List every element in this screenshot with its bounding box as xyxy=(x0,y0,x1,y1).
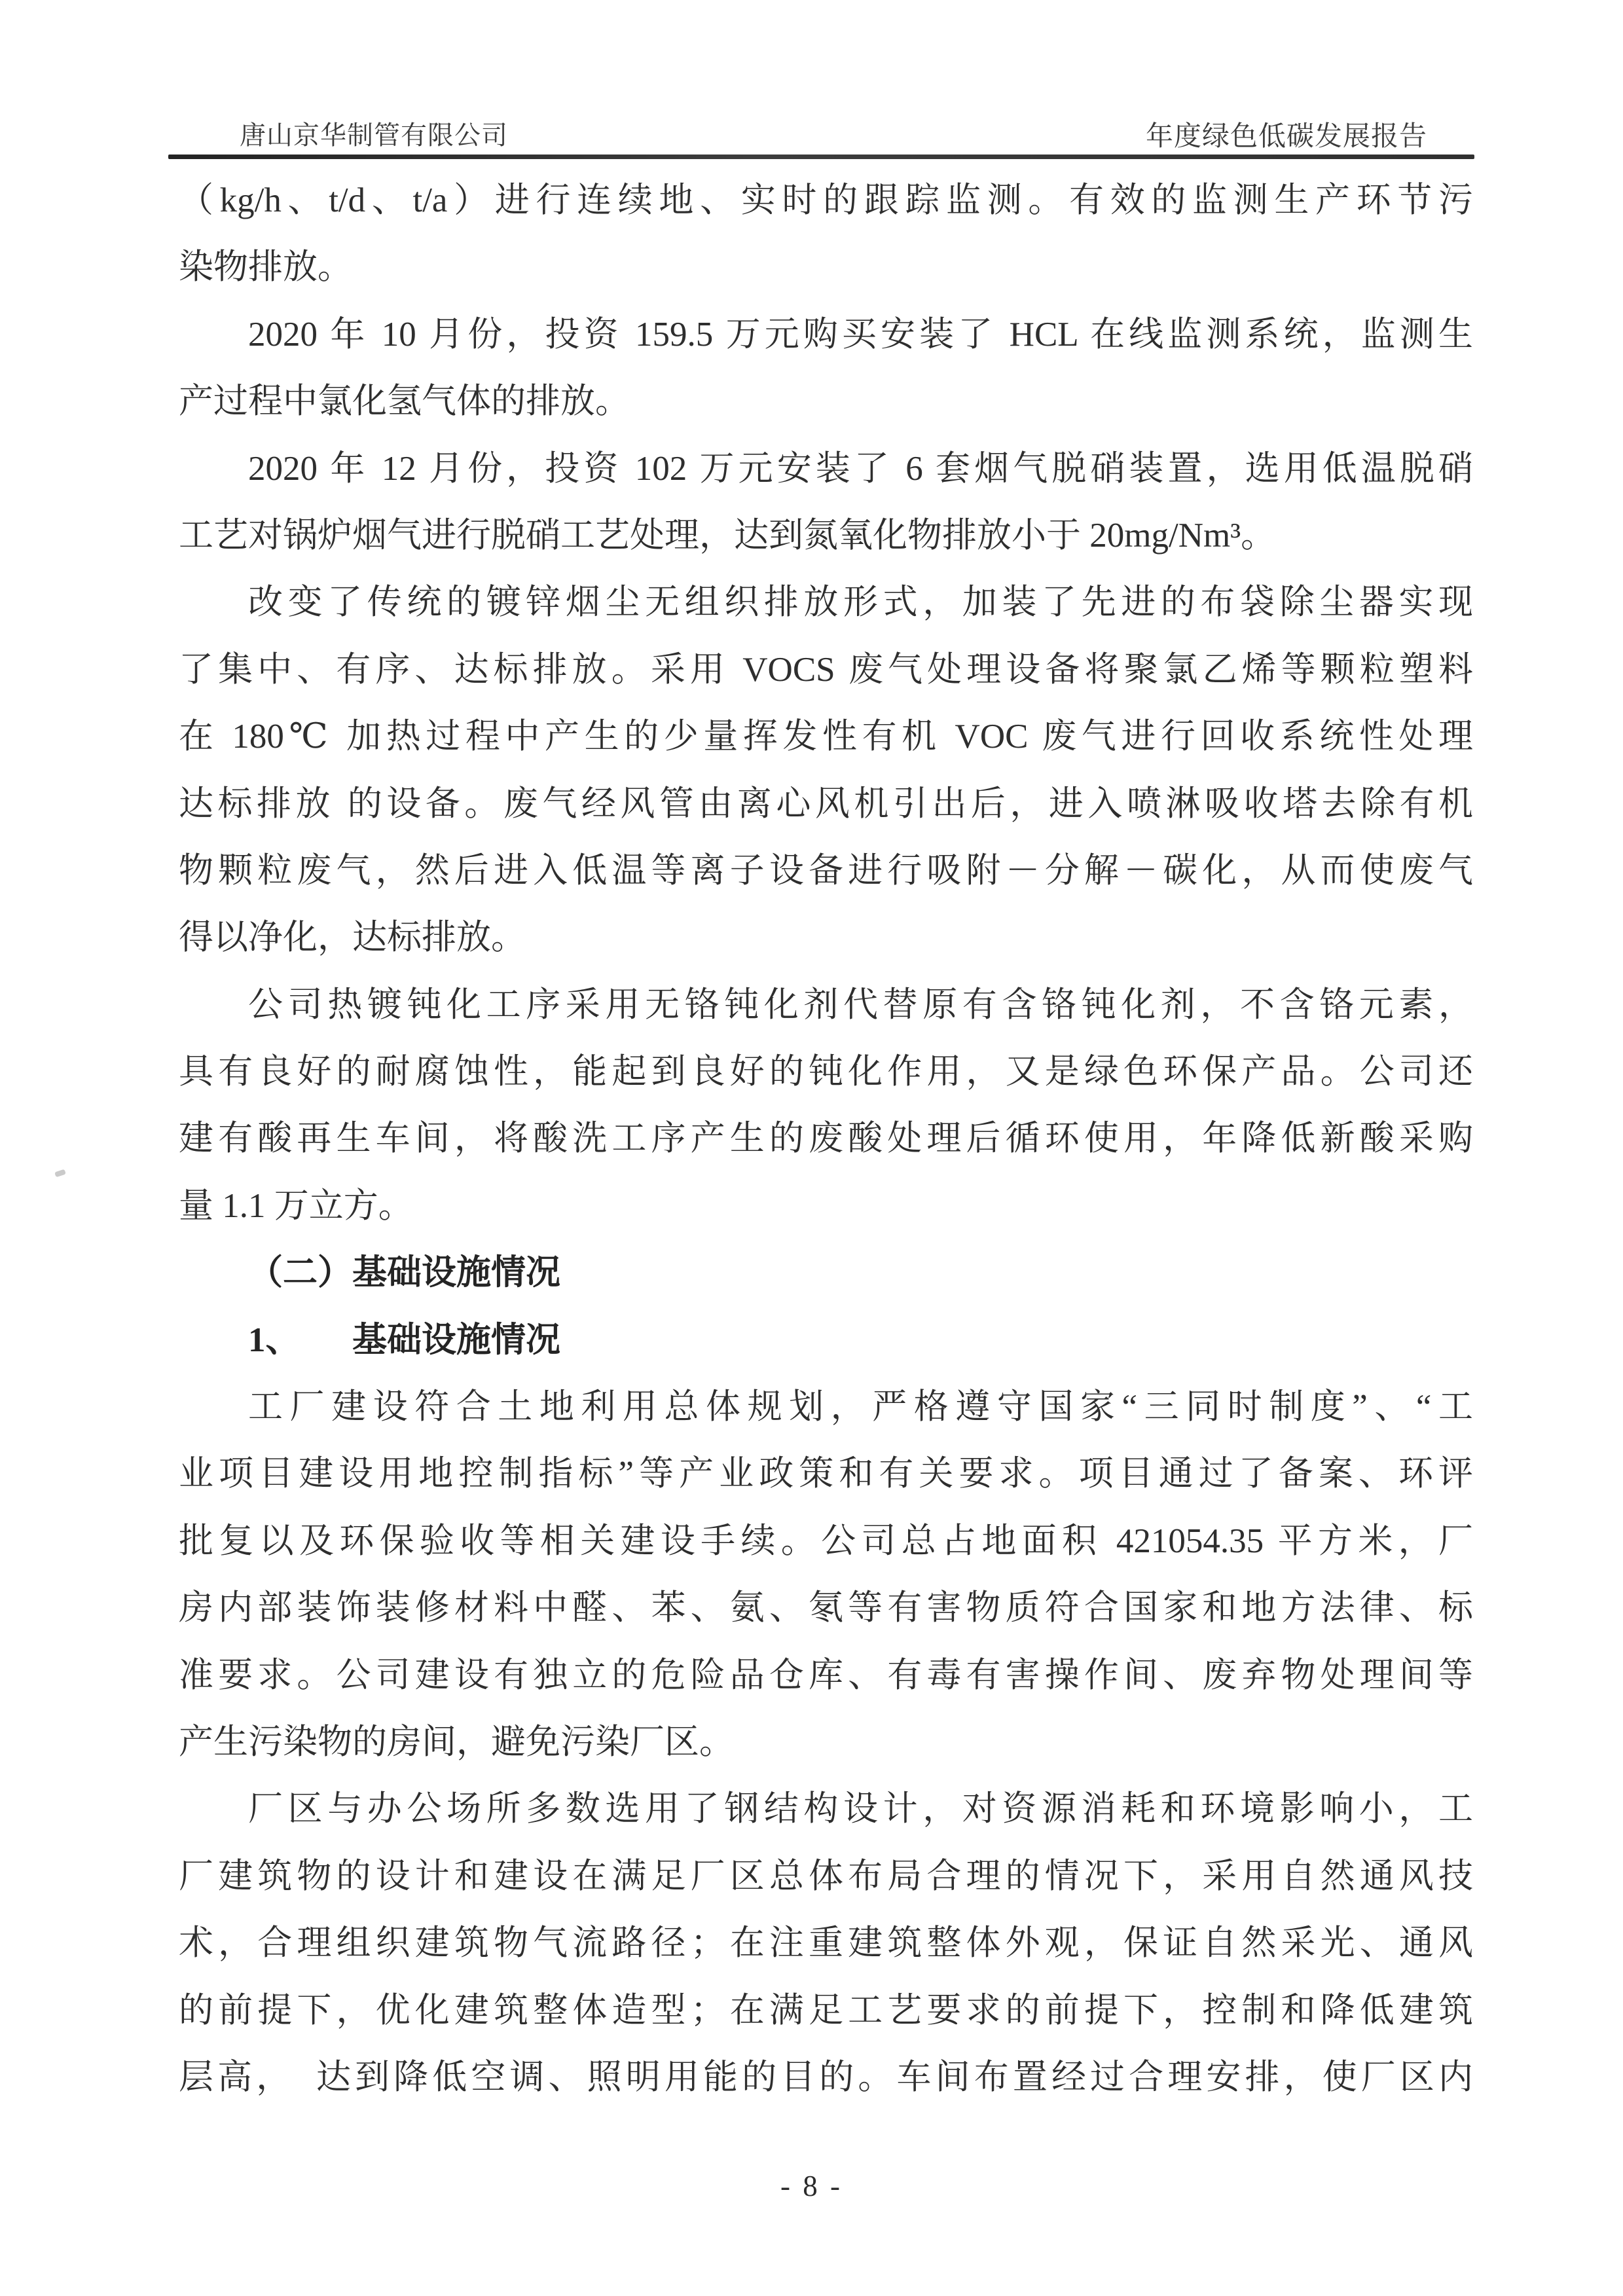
text-line: 物颗粒废气，然后进入低温等离子设备进行吸附－分解－碳化，从而使废气 xyxy=(179,851,1473,890)
header-report-title: 年度绿色低碳发展报告 xyxy=(1146,122,1428,152)
text-line: 染物排放。 xyxy=(179,248,352,287)
text-line: 厂区与办公场所多数选用了钢结构设计，对资源消耗和环境影响小，工 xyxy=(248,1790,1473,1829)
text-line: 2020 年 10 月份，投资 159.5 万元购买安装了 HCL 在线监测系统，监测生 xyxy=(248,315,1473,354)
text-line: 准要求。公司建设有独立的危险品仓库、有毒有害操作间、废弃物处理间等 xyxy=(179,1656,1473,1694)
text-line: 厂建筑物的设计和建设在满足厂区总体布局合理的情况下，采用自然通风技 xyxy=(179,1857,1473,1895)
text-line: 达标排放 的设备。废气经风管由离心风机引出后，进入喷淋吸收塔去除有机 xyxy=(179,784,1473,823)
text-line: 的前提下，优化建筑整体造型；在满足工艺要求的前提下，控制和降低建筑 xyxy=(179,1991,1473,2030)
heading-line: （二）基础设施情况 xyxy=(248,1254,560,1292)
text-line: 层高， 达到降低空调、照明用能的目的。车间布置经过合理安排，使厂区内 xyxy=(179,2058,1473,2096)
text-line: 量 1.1 万立方。 xyxy=(179,1186,413,1225)
header-divider-rule xyxy=(168,155,1474,159)
text-line: 公司热镀钝化工序采用无铬钝化剂代替原有含铬钝化剂，不含铬元素， xyxy=(248,985,1473,1024)
text-line: 产生污染物的房间，避免污染厂区。 xyxy=(179,1722,734,1761)
text-line: 建有酸再生车间，将酸洗工序产生的废酸处理后循环使用，年降低新酸采购 xyxy=(179,1120,1473,1158)
text-line: 了集中、有序、达标排放。采用 VOCS 废气处理设备将聚氯乙烯等颗粒塑料 xyxy=(179,650,1473,689)
page-number: - 8 - xyxy=(780,2170,843,2202)
text-line: 得以净化，达标排放。 xyxy=(179,919,526,957)
text-line: 2020 年 12 月份，投资 102 万元安装了 6 套烟气脱硝装置，选用低温脱硝 xyxy=(248,449,1473,488)
text-line: 在 180℃ 加热过程中产生的少量挥发性有机 VOC 废气进行回收系统性处理 xyxy=(179,718,1473,756)
text-line: 具有良好的耐腐蚀性，能起到良好的钝化作用，又是绿色环保产品。公司还 xyxy=(179,1053,1473,1091)
text-line: 批复以及环保验收等相关建设手续。公司总占地面积 421054.35 平方米，厂 xyxy=(179,1522,1473,1560)
header-company-name: 唐山京华制管有限公司 xyxy=(240,120,508,150)
document-body xyxy=(179,167,1473,2111)
text-line: （kg/h、t/d、t/a）进行连续地、实时的跟踪监测。有效的监测生产环节污 xyxy=(179,181,1473,219)
text-line: 术，合理组织建筑物气流路径；在注重建筑整体外观，保证自然采光、通风 xyxy=(179,1924,1473,1963)
text-line: 房内部装饰装修材料中醛、苯、氨、氡等有害物质符合国家和地方法律、标 xyxy=(179,1589,1473,1628)
text-line: 改变了传统的镀锌烟尘无组织排放形式，加装了先进的布袋除尘器实现 xyxy=(248,583,1473,622)
text-line: 产过程中氯化氢气体的排放。 xyxy=(179,382,630,421)
text-line: 工厂建设符合土地利用总体规划，严格遵守国家“三同时制度”、“工 xyxy=(248,1388,1473,1427)
text-line: 工艺对锅炉烟气进行脱硝工艺处理，达到氮氧化物排放小于 20mg/Nm³。 xyxy=(179,516,1276,555)
heading-line: 1、 基础设施情况 xyxy=(248,1321,560,1359)
text-line: 业项目建设用地控制指标”等产业政策和有关要求。项目通过了备案、环评 xyxy=(179,1455,1473,1493)
scan-artifact xyxy=(54,1169,66,1178)
